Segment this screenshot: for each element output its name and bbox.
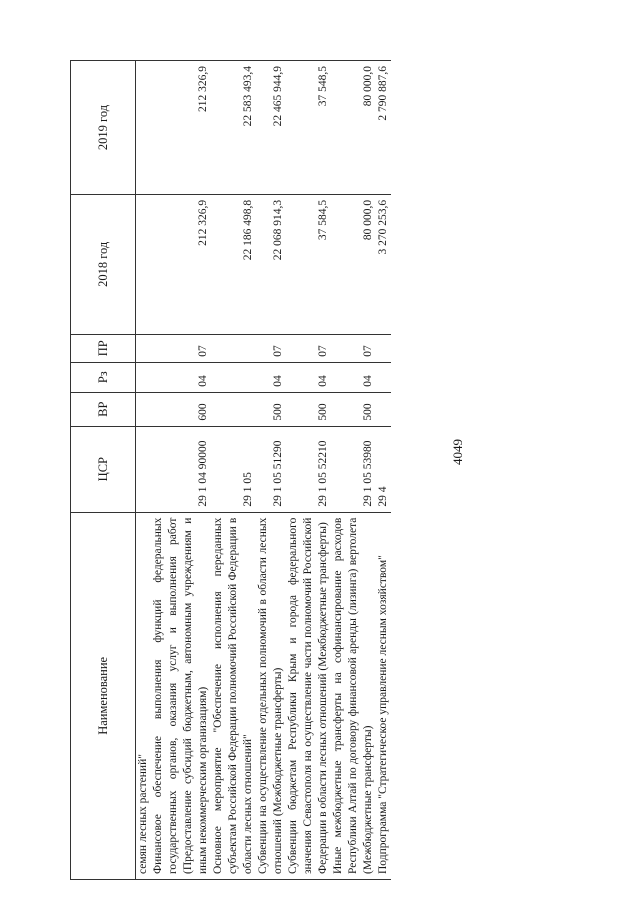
budget-table: [70, 60, 391, 880]
row-rz: 04: [256, 362, 286, 392]
row-2018: 22 186 498,8: [211, 194, 256, 334]
table-row: [376, 61, 391, 880]
row-2019: 37 548,5: [286, 61, 331, 195]
row-2018: 3 270 253,6: [376, 194, 391, 334]
row-csr: 29 1 05 52210: [286, 426, 331, 512]
row-2019: 22 583 493,4: [211, 61, 256, 195]
header-csr: ЦСР: [71, 426, 136, 512]
header-2019: 2019 год: [71, 61, 136, 195]
row-csr: [136, 426, 152, 512]
row-2018: 22 068 914,3: [256, 194, 286, 334]
row-2018: 37 584,5: [286, 194, 331, 334]
row-vr: [376, 392, 391, 426]
row-rz: [211, 362, 256, 392]
row-vr: 500: [331, 392, 376, 426]
table-header-row: [71, 61, 136, 880]
row-csr: 29 4: [376, 426, 391, 512]
row-csr: 29 1 04 90000: [151, 426, 211, 512]
row-pr: 07: [256, 334, 286, 362]
row-2019: 80 000,0: [331, 61, 376, 195]
row-2019: [136, 61, 152, 195]
row-rz: 04: [151, 362, 211, 392]
row-rz: [136, 362, 152, 392]
row-pr: 07: [286, 334, 331, 362]
row-rz: 04: [286, 362, 331, 392]
row-name: Субвенции на осуществление отдельных полномочий в области лесных отношений (Межбюджетные трансферты): [256, 512, 286, 879]
row-pr: [211, 334, 256, 362]
row-pr: 07: [151, 334, 211, 362]
row-name: Субвенции бюджетам Республики Крым и города федерального значения Севастополя на осуществление части полномочий Российской Федерации в области лесных отношений (Межбюджетные трансферты): [286, 512, 331, 879]
row-pr: [136, 334, 152, 362]
header-vr: ВР: [71, 392, 136, 426]
row-rz: [376, 362, 391, 392]
row-vr: [211, 392, 256, 426]
row-vr: 500: [256, 392, 286, 426]
row-csr: 29 1 05 51290: [256, 426, 286, 512]
table-row: [151, 61, 211, 880]
row-name: Финансовое обеспечение выполнения функций федеральных государственных органов, оказания услуг и выполнения работ (Предоставление субсидий бюджетным, автономным учреждениям и иным некоммерческим организациям): [151, 512, 211, 879]
row-pr: [376, 334, 391, 362]
header-2018: 2018 год: [71, 194, 136, 334]
table-row: [331, 61, 376, 880]
row-csr: 29 1 05: [211, 426, 256, 512]
page-number: 4049: [450, 439, 465, 465]
header-pr: ПР: [71, 334, 136, 362]
row-2019: 22 465 944,9: [256, 61, 286, 195]
table-row: [211, 61, 256, 880]
table-row: [136, 61, 152, 880]
row-name: Иные межбюджетные трансферты на софинансирование расходов Республики Алтай по договору финансовой аренды (лизинга) вертолета (Межбюджетные трансферты): [331, 512, 376, 879]
table-row: [286, 61, 331, 880]
header-name: Наименование: [71, 512, 136, 879]
table-row: [256, 61, 286, 880]
header-rz: Рз: [71, 362, 136, 392]
row-2018: 212 326,9: [151, 194, 211, 334]
row-2018: [136, 194, 152, 334]
row-name: семян лесных растений": [136, 512, 152, 879]
row-rz: 04: [331, 362, 376, 392]
row-2018: 80 000,0: [331, 194, 376, 334]
row-name: Подпрограмма "Стратегическое управление лесным хозяйством": [376, 512, 391, 879]
row-csr: 29 1 05 53980: [331, 426, 376, 512]
row-2019: 212 326,9: [151, 61, 211, 195]
row-vr: 600: [151, 392, 211, 426]
rotated-table-sheet: [70, 60, 590, 880]
row-pr: 07: [331, 334, 376, 362]
row-name: Основное мероприятие "Обеспечение исполнения переданных субъектам Российской Федерации полномочий Российской Федерации в области лесных отношений": [211, 512, 256, 879]
row-vr: [136, 392, 152, 426]
row-vr: 500: [286, 392, 331, 426]
row-2019: 2 790 887,6: [376, 61, 391, 195]
